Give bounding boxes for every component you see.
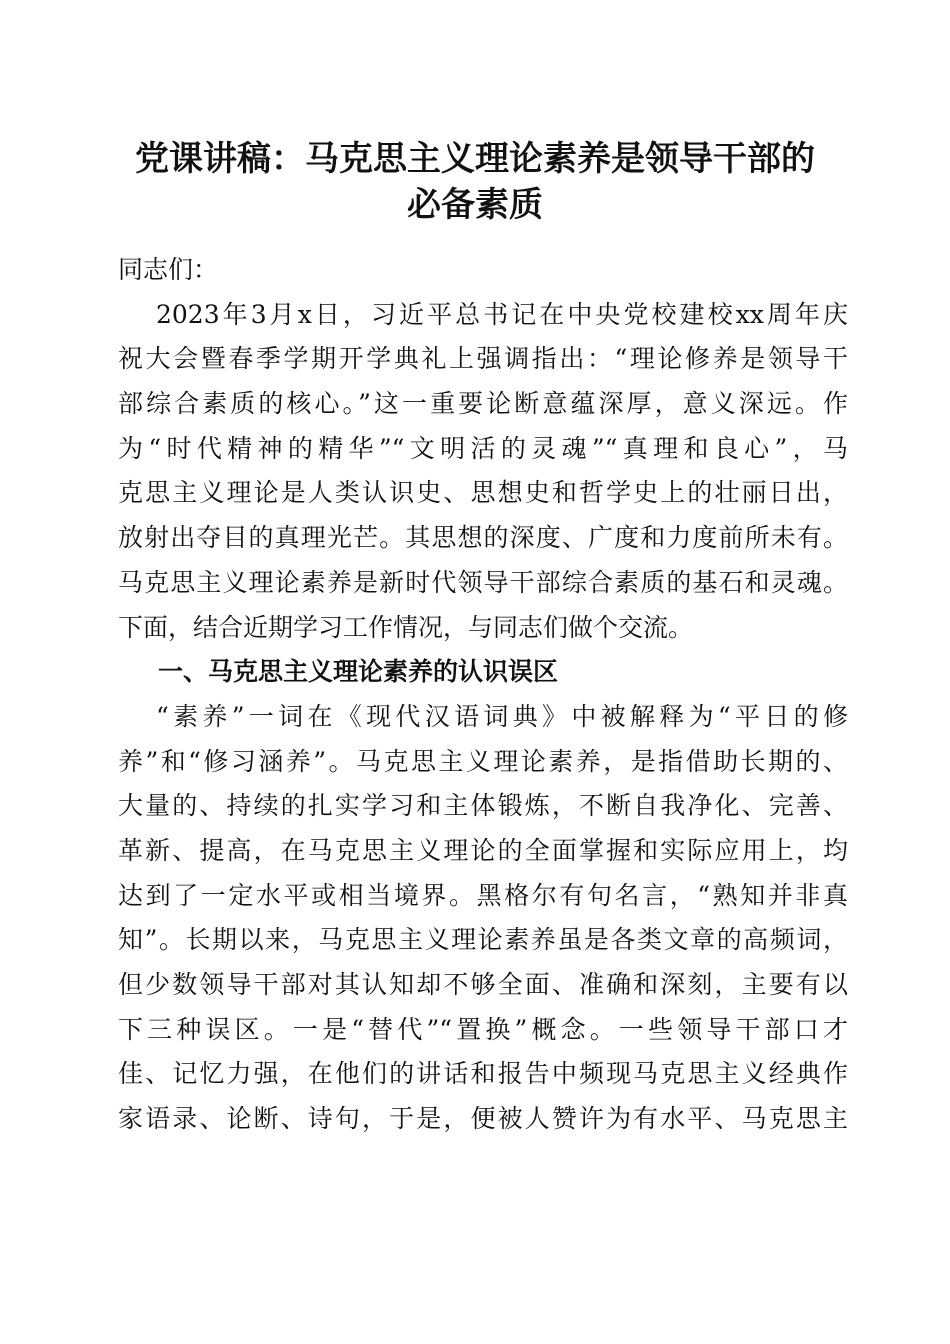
paragraph-line: 放射出夺目的真理光芒。其思想的深度、广度和力度前所未有。	[118, 523, 848, 553]
paragraph-line: 克思主义理论是人类认识史、思想史和哲学史上的壮丽日出，	[118, 478, 848, 508]
paragraph-line: 部综合素质的核心。”这一重要论断意蕴深厚，意义深远。作	[118, 389, 848, 419]
paragraph-line: “素养”一词在《现代汉语词典》中被解释为“平日的修	[156, 701, 848, 731]
document-body	[118, 248, 848, 1142]
document-title-line-1: 党课讲稿：马克思主义理论素养是领导干部的	[135, 139, 815, 179]
paragraph-line: 达到了一定水平或相当境界。黑格尔有句名言，“熟知并非真	[118, 880, 848, 910]
paragraph-line: 下面，结合近期学习工作情况，与同志们做个交流。	[118, 612, 694, 642]
paragraph-line: 佳、记忆力强，在他们的讲话和报告中频现马克思主义经典作	[118, 1059, 848, 1089]
salutation: 同志们：	[118, 255, 219, 284]
paragraph-line: 为“时代精神的精华”“文明活的灵魂”“真理和良心”，马	[118, 433, 848, 463]
paragraph-line: 但少数领导干部对其认知却不够全面、准确和深刻，主要有以	[118, 970, 848, 999]
paragraph-line: 祝大会暨春季学期开学典礼上强调指出：“理论修养是领导干	[118, 344, 848, 374]
paragraph-line: 家语录、论断、诗句，于是，便被人赞许为有水平、马克思主	[118, 1104, 848, 1134]
paragraph-line: 革新、提高，在马克思主义理论的全面掌握和实际应用上，均	[118, 835, 848, 865]
paragraph-line: 下三种误区。一是“替代”“置换”概念。一些领导干部口才	[118, 1014, 848, 1044]
paragraph-line: 养”和“修习涵养”。马克思主义理论素养，是指借助长期的、	[118, 746, 848, 776]
document-title-line-2: 必备素质	[407, 185, 543, 225]
section-heading: 一、马克思主义理论素养的认识误区	[158, 657, 559, 687]
paragraph-line: 马克思主义理论素养是新时代领导干部综合素质的基石和灵魂。	[118, 567, 848, 597]
paragraph-line: 知”。长期以来，马克思主义理论素养虽是各类文章的高频词，	[118, 925, 848, 955]
paragraph-line: 大量的、持续的扎实学习和主体锻炼，不断自我净化、完善、	[118, 791, 848, 821]
paragraph-line: 2023年3月x日，习近平总书记在中央党校建校xx周年庆	[156, 299, 848, 329]
